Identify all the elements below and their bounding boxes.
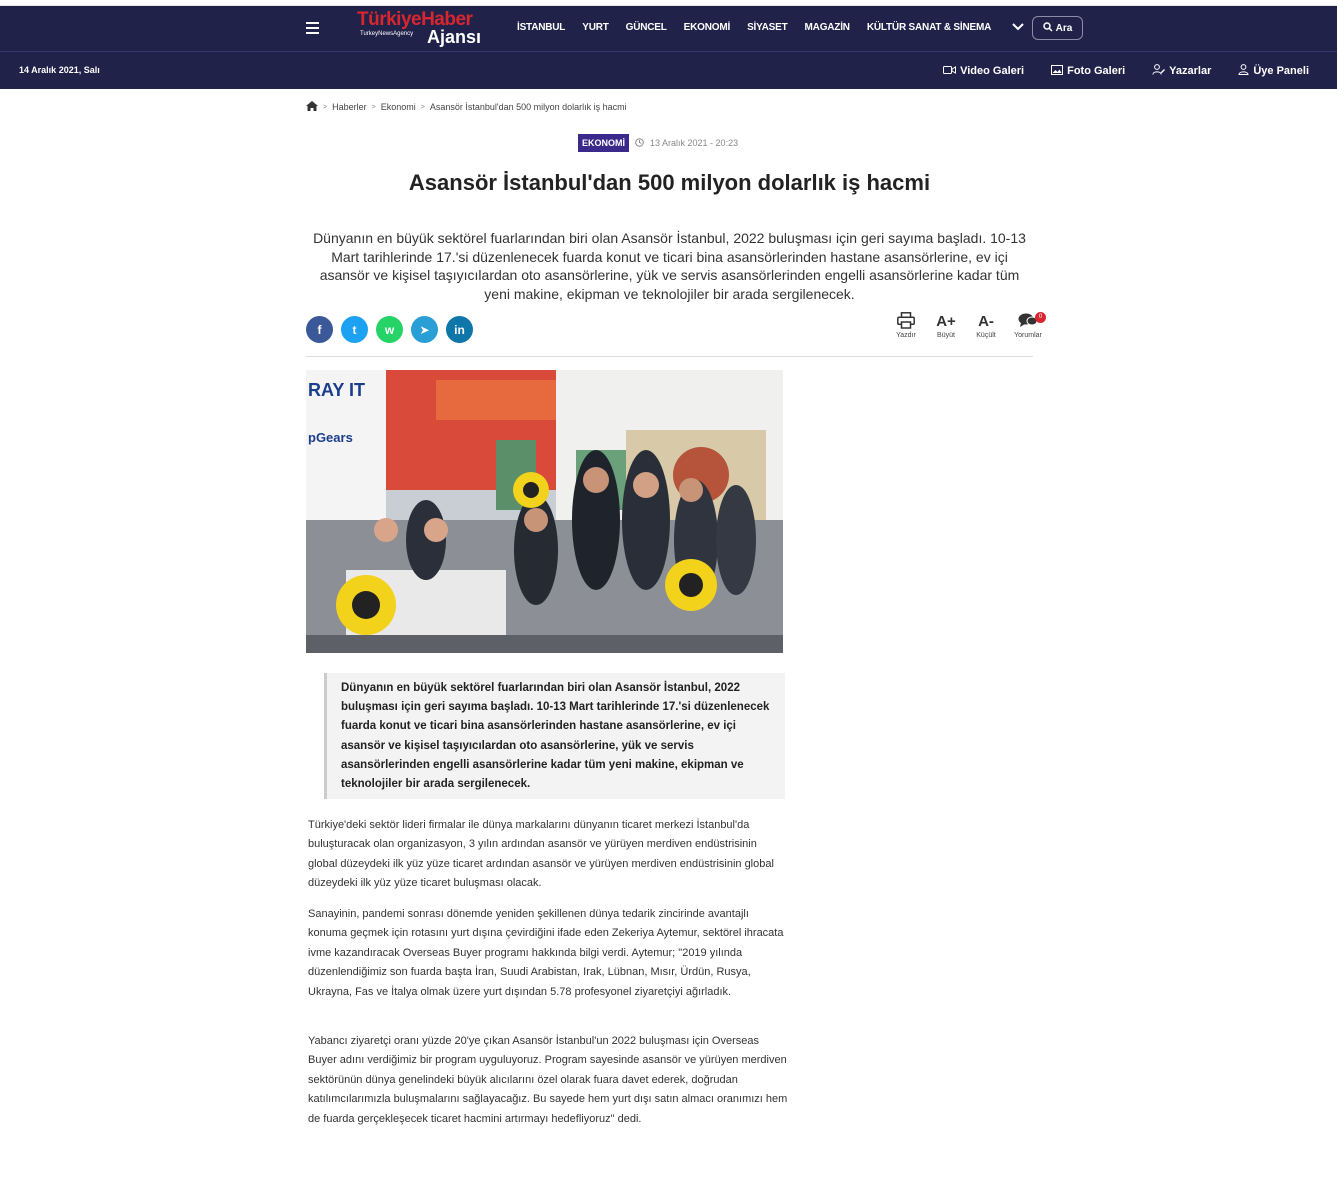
publish-time: 13 Aralık 2021 - 20:23 xyxy=(650,138,739,148)
site-logo[interactable] xyxy=(357,9,489,49)
breadcrumb-haberler[interactable]: Haberler xyxy=(332,102,367,112)
breadcrumb-separator: > xyxy=(371,103,376,111)
font-bigger-button[interactable] xyxy=(933,312,959,339)
logo-text-sub: TurkeyNewsAgency xyxy=(360,31,414,37)
article-paragraph: Sanayinin, pandemi sonrası dönemde yeniden şekillenen dünya tedarik zincirinde avantajlı konuma geçmek için rotasını yurt dışına çevirdiğini ifade eden Zekeriya Aytemur, sektörel ihracata ivme kazandıracak Overseas Buyer programı hakkında bilgi verdi. Aytemur; "2019 yılında düzenlendiğimiz son fuarda başta İran, Suudi Arabistan, Irak, Lübnan, Mısır, Ürdün, Rusya, Ukrayna, Fas ve İtalya olmak üzere yurt dışından 5.78 profesyonel ziyaretçiyi ağırladık. xyxy=(308,908,784,998)
article-summary-quote: Dünyanın en büyük sektörel fuarlarından biri olan Asansör İstanbul, 2022 buluşması için geri sayıma başladı. 10-13 Mart tarihlerinde 17.'si düzenlenecek fuarda konut ve ticari bina asansörlerinden hastane asansörlerine, ev içi asansör ve kişisel taşıyıcılardan oto asansörlerine, yük ve servis asansörlerinden engelli asansörlerine kadar tüm yeni makine, ekipman ve teknolojiler bir arada sergilenecek. xyxy=(324,673,785,799)
telegram-share-button[interactable]: ➤ xyxy=(411,316,438,343)
twitter-share-button[interactable]: t xyxy=(341,316,368,343)
menu-item-ekonomi[interactable]: EKONOMİ xyxy=(683,22,731,33)
print-button[interactable] xyxy=(893,312,919,339)
main-navbar xyxy=(0,6,1337,51)
hamburger-menu-icon[interactable] xyxy=(306,22,319,34)
breadcrumb-separator: > xyxy=(420,103,425,111)
member-panel-link[interactable] xyxy=(1238,64,1309,78)
comments-button[interactable] xyxy=(1013,312,1043,339)
divider xyxy=(306,356,1033,357)
sub-navbar xyxy=(0,51,1337,89)
breadcrumb xyxy=(306,101,627,113)
article-meta xyxy=(578,134,738,152)
article-lead: Dünyanın en büyük sektörel fuarlarından biri olan Asansör İstanbul, 2022 buluşması için geri sayıma başladı. 10-13 Mart tarihlerinde 17.'si düzenlenecek fuarda konut ve ticari bina asansörlerinden hastane asansörlerine, ev içi asansör ve kişisel taşıyıcılardan oto asansörlerine, yük ve servis asansörlerinden engelli asansörlerine kadar tüm yeni makine, ekipman ve teknolojiler bir arada sergilenecek. xyxy=(313,230,1026,302)
current-date: 14 Aralık 2021, Salı xyxy=(19,65,100,75)
logo-text-main: TürkiyeHaber xyxy=(357,9,473,30)
whatsapp-share-button[interactable]: w xyxy=(376,316,403,343)
video-gallery-link[interactable] xyxy=(943,64,1024,78)
search-button[interactable] xyxy=(1032,16,1083,40)
print-label: Yazdır xyxy=(896,332,916,339)
main-menu xyxy=(517,22,1008,33)
font-bigger-label: Büyüt xyxy=(937,332,955,339)
member-panel-label: Üye Paneli xyxy=(1253,65,1309,77)
menu-item-guncel[interactable]: GÜNCEL xyxy=(625,22,667,33)
home-icon[interactable] xyxy=(306,101,318,113)
printer-icon xyxy=(893,312,919,332)
article-paragraph: Türkiye'deki sektör lideri firmalar ile dünya markalarını dünyanın ticaret merkezi İstanbul'da buluşturacak olan organizasyon, 3 yılın ardından asansör ve yürüyen merdiven endüstrisinin global düzeydeki ilk yüz yüze ticaret ardından asansör ve yürüyen merdiven endüstrisinin global düzeydeki ilk yüz yüze ticaret buluşması olacak. xyxy=(308,819,774,890)
image-icon xyxy=(1051,65,1063,78)
category-badge[interactable]: EKONOMİ xyxy=(578,134,629,152)
authors-label: Yazarlar xyxy=(1169,65,1212,77)
video-gallery-label: Video Galeri xyxy=(960,65,1025,77)
breadcrumb-separator: > xyxy=(323,103,328,111)
font-smaller-button[interactable] xyxy=(973,312,999,339)
user-pen-icon xyxy=(1152,64,1165,78)
share-buttons xyxy=(306,316,473,343)
clock-icon xyxy=(635,134,644,152)
logo-text-ajansi: Ajansı xyxy=(427,27,482,47)
article-tools xyxy=(893,312,1043,339)
facebook-share-button[interactable]: f xyxy=(306,316,333,343)
search-icon xyxy=(1043,22,1053,35)
font-smaller-icon: A- xyxy=(978,313,994,330)
article-paragraph: Yabancı ziyaretçi oranı yüzde 20'ye çıkan Asansör İstanbul'un 2022 buluşması için Overseas Buyer adını verdiğimiz bir program uyguluyoruz. Program sayesinde asansör ve yürüyen merdiven sektörünün dünya genelindeki büyük alıcılarını özel olarak fuara davet ederek, doğrudan katılımcılarımızla buluşmalarını sağlayacağız. Bu sayede hem yurt dışı satın almacı oranımızı hem de fuarda gerçekleşecek ticaret hacmini artırmayı hedefliyoruz" dedi. xyxy=(308,1035,788,1125)
svg-text:pGears: pGears xyxy=(308,430,353,445)
breadcrumb-current: Asansör İstanbul'dan 500 milyon dolarlık iş hacmi xyxy=(429,102,627,112)
video-camera-icon xyxy=(943,65,956,78)
photo-gallery-label: Foto Galeri xyxy=(1067,65,1126,77)
font-bigger-icon: A+ xyxy=(936,313,956,330)
sub-links xyxy=(943,64,1309,78)
svg-text:RAY IT: RAY IT xyxy=(308,380,366,400)
menu-item-magazin[interactable]: MAGAZİN xyxy=(804,22,850,33)
menu-item-yurt[interactable]: YURT xyxy=(582,22,609,33)
comments-label: Yorumlar xyxy=(1014,332,1042,339)
font-smaller-label: Küçült xyxy=(976,332,996,339)
article-photo xyxy=(306,370,783,653)
search-label: Ara xyxy=(1055,22,1073,34)
menu-item-istanbul[interactable]: İSTANBUL xyxy=(517,22,566,33)
photo-gallery-link[interactable] xyxy=(1051,64,1125,78)
menu-item-kultur-sanat[interactable]: KÜLTÜR SANAT & SİNEMA xyxy=(866,22,992,33)
comment-count-badge: 0 xyxy=(1035,312,1046,323)
linkedin-share-button[interactable]: in xyxy=(446,316,473,343)
breadcrumb-ekonomi[interactable]: Ekonomi xyxy=(380,102,416,112)
authors-link[interactable] xyxy=(1152,64,1211,78)
menu-item-siyaset[interactable]: SİYASET xyxy=(747,22,788,33)
chevron-down-icon[interactable] xyxy=(1012,20,1024,34)
article-title: Asansör İstanbul'dan 500 milyon dolarlık iş hacmi xyxy=(408,170,931,195)
user-icon xyxy=(1238,64,1249,78)
